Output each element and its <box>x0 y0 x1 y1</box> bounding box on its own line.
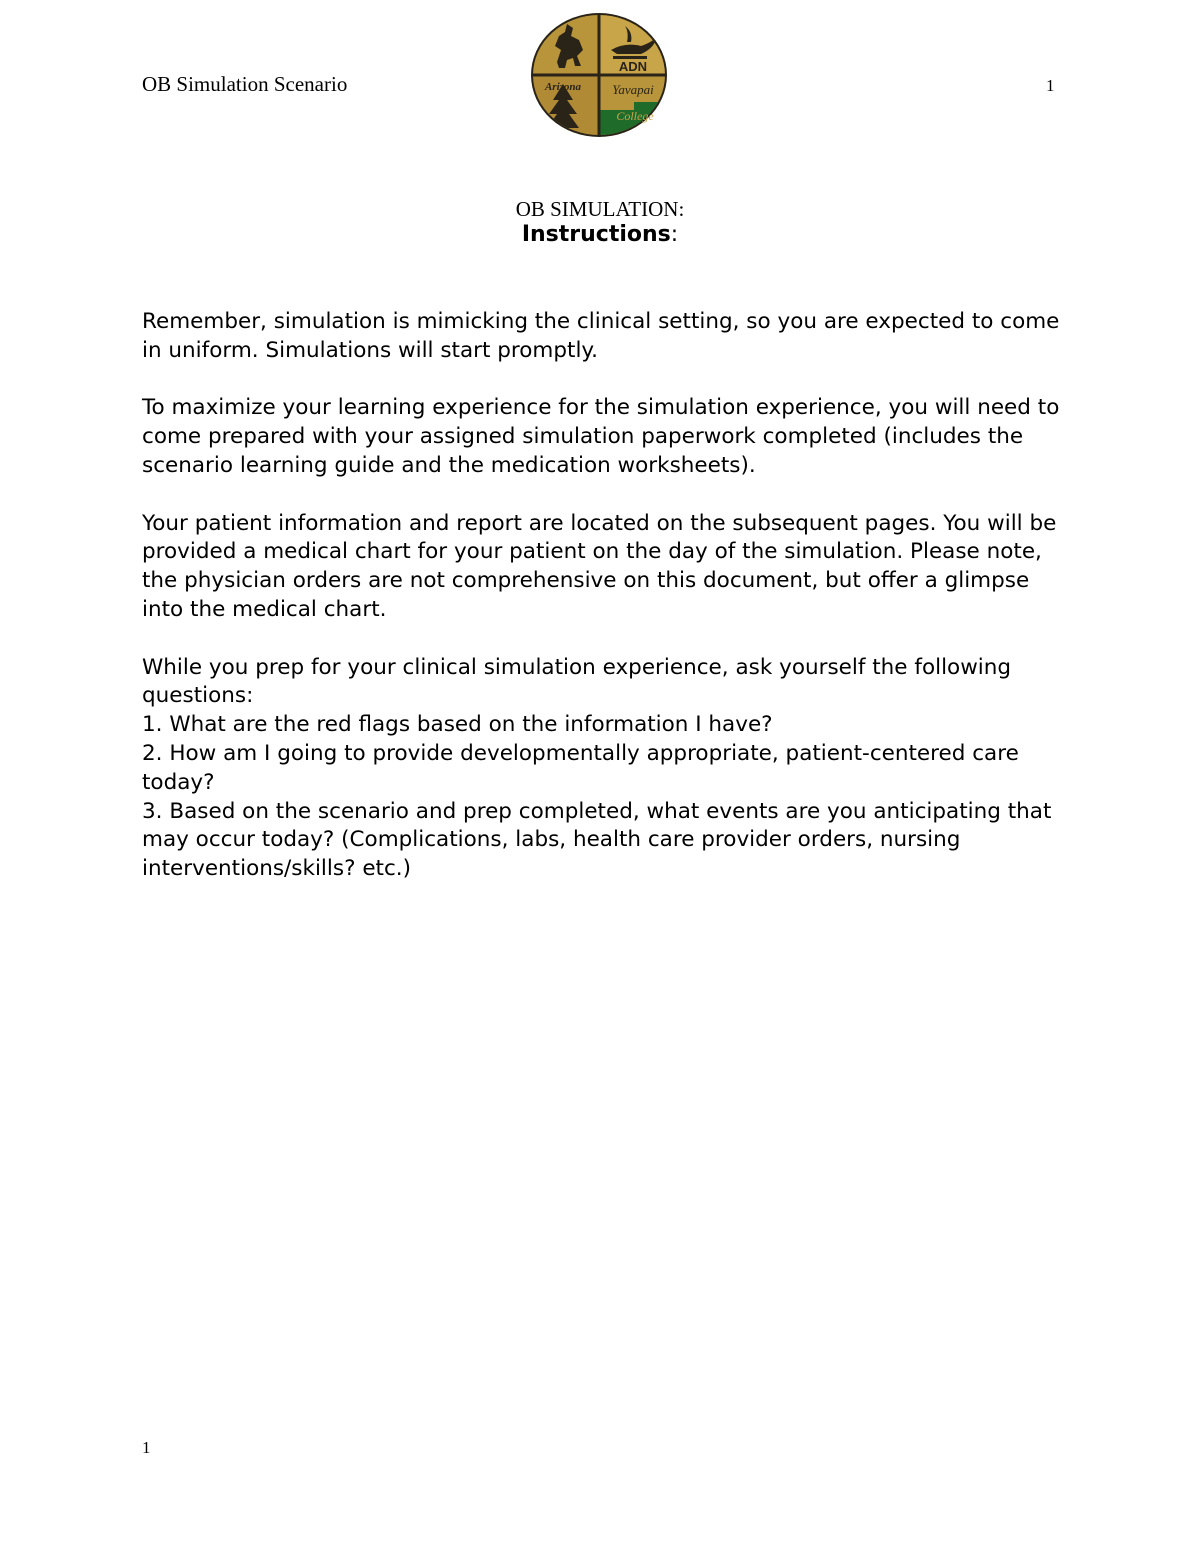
question-item: 1. What are the red flags based on the information I have? <box>142 712 773 738</box>
instructions-label: Instructions <box>521 222 671 247</box>
logo-text-college: College <box>616 109 654 123</box>
document-heading: OB SIMULATION: <box>515 197 685 221</box>
logo-text-yavapai: Yavapai <box>612 82 654 97</box>
question-item: 3. Based on the scenario and prep completed, what events are you anticipating that may occur today? (Complications, labs, health care provider orders, nursing interventions/skills? etc.) <box>142 798 1052 882</box>
paragraph-uniform: Remember, simulation is mimicking the clinical setting, so you are expected to come in uniform. Simulations will start promptly. <box>142 309 1060 363</box>
document-subheading <box>0 222 1200 247</box>
questions-intro: While you prep for your clinical simulation experience, ask yourself the following questions: <box>142 654 1012 709</box>
footer-page-number: 1 <box>142 1438 151 1457</box>
header-page-number: 1 <box>1046 76 1055 95</box>
logo-text-arizona: Arizona <box>544 81 582 93</box>
paragraph-preparation: To maximize your learning experience for the simulation experience, you will need to come prepared with your assigned simulation paperwork completed (includes the scenario learning guide and the medication worksheets). <box>142 395 1060 478</box>
college-seal-logo <box>529 12 669 138</box>
questions-block <box>142 654 1077 884</box>
header-title: OB Simulation Scenario <box>142 72 348 96</box>
question-item: 2. How am I going to provide developmentally appropriate, patient-centered care today? <box>142 740 1019 795</box>
document-body <box>142 308 1077 913</box>
instructions-colon: : <box>670 222 679 247</box>
logo-text-adn: ADN <box>618 59 648 74</box>
paragraph-patient-info: Your patient information and report are located on the subsequent pages. You will be provided a medical chart for your patient on the day of the simulation. Please note, the physician orders are not comprehensive on this document, but offer a glimpse into the medical chart. <box>142 510 1057 622</box>
